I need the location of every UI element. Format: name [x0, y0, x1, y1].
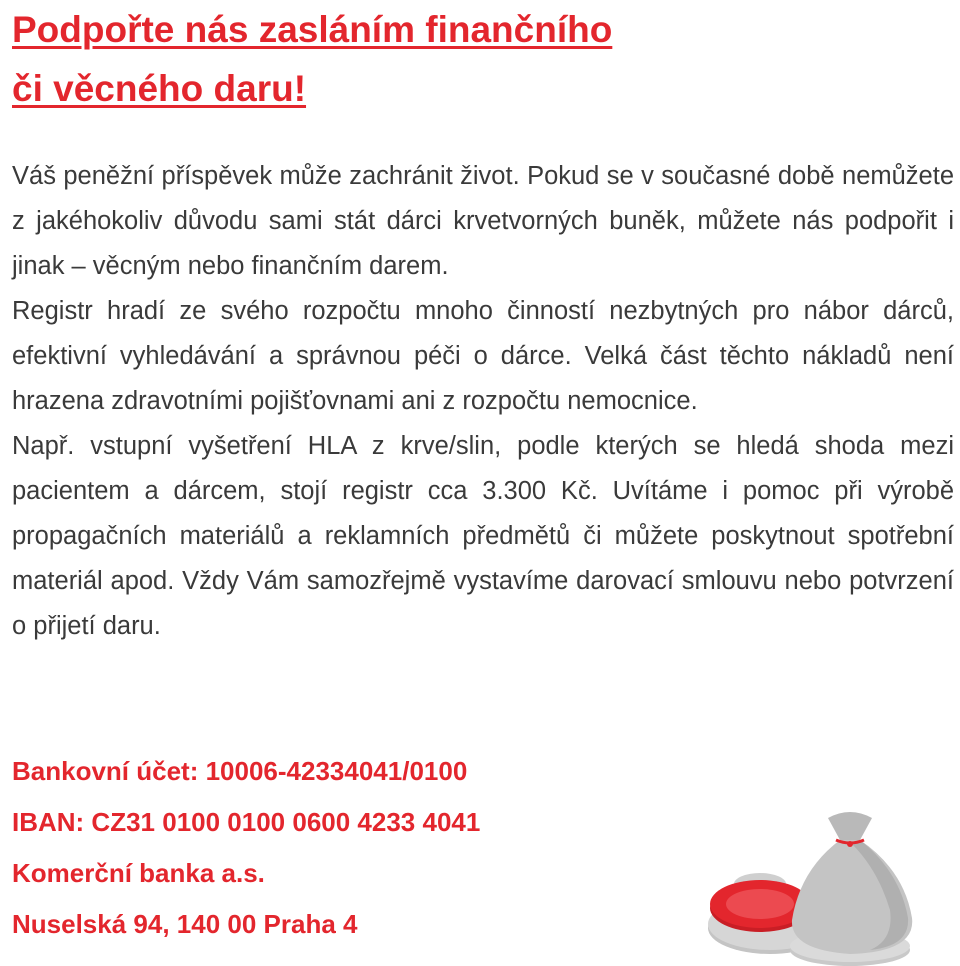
paragraph-intro: Váš peněžní příspěvek může zachránit život. Pokud se v současné době nemůžete z jakéhokoliv důvodu sami stát dárci krvetvorných buněk, můžete nás podpořit i jinak – věcným nebo finančním darem.	[12, 162, 954, 280]
paragraph-example: Např. vstupní vyšetření HLA z krve/slin, podle kterých se hledá shoda mezi pacientem a dárcem, stojí registr cca 3.300 Kč. Uvítáme i pomoc při výrobě propagačních materiálů a reklamních předmětů či můžete poskytnout spotřební materiál apod. Vždy Vám samozřejmě vystavíme darovací smlouvu nebo potvrzení o přijetí daru.	[12, 432, 954, 640]
money-bag-with-coins-icon	[700, 800, 960, 966]
title-line-1: Podpořte nás zasláním finančního	[12, 9, 613, 50]
page-title	[12, 0, 732, 118]
title-line-2: či věcného daru!	[12, 68, 307, 109]
body-text	[12, 154, 954, 649]
paragraph-costs: Registr hradí ze svého rozpočtu mnoho činností nezbytných pro nábor dárců, efektivní vyhledávání a správnou péči o dárce. Velká část těchto nákladů není hrazena zdravotními pojišťovnami ani z rozpočtu nemocnice.	[12, 297, 954, 415]
bank-account: Bankovní účet: 10006-42334041/0100	[12, 756, 468, 786]
bank-iban: IBAN: CZ31 0100 0100 0600 4233 4041	[12, 807, 481, 837]
bank-details	[12, 746, 480, 950]
bank-address: Nuselská 94, 140 00 Praha 4	[12, 909, 358, 939]
bank-name: Komerční banka a.s.	[12, 858, 265, 888]
